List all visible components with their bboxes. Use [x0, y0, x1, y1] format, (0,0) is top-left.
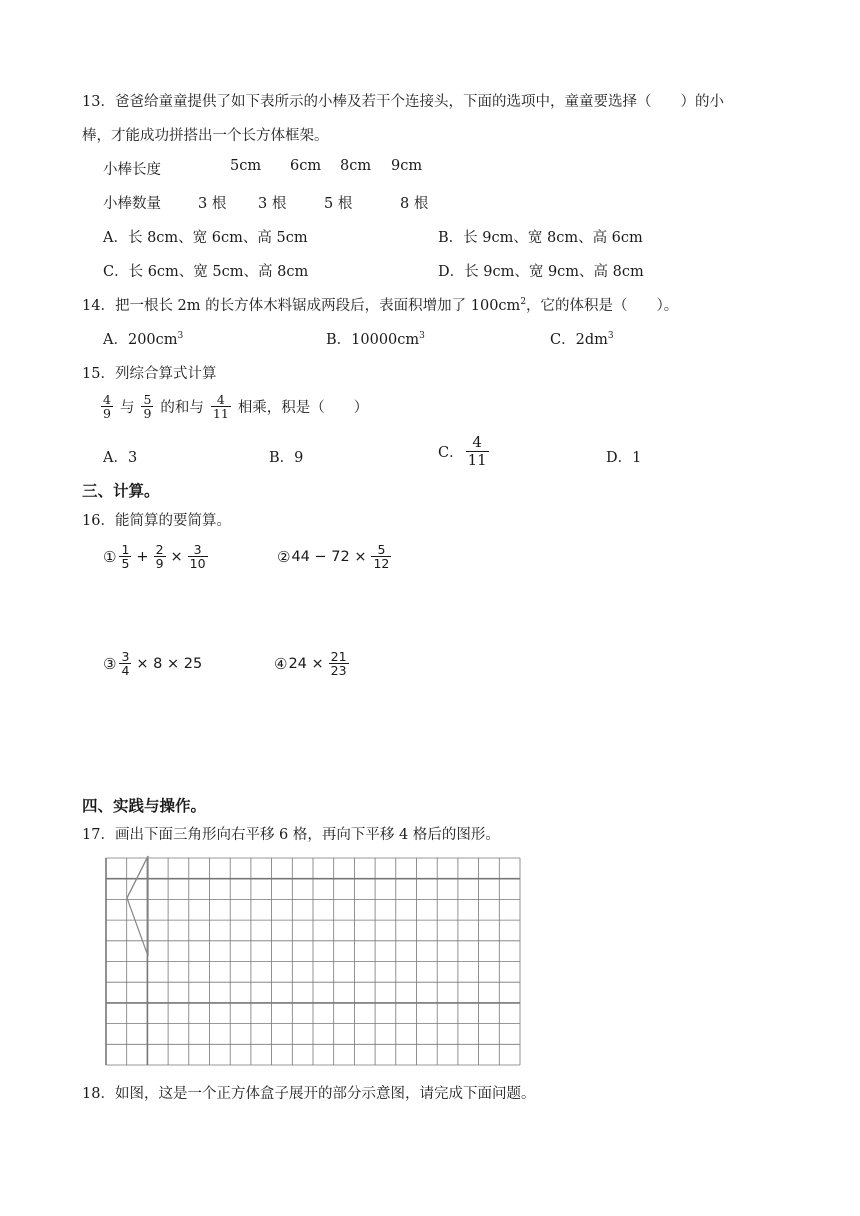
q17-title: 17．画出下面三角形向右平移 6 格，再向下平移 4 格后的图形。 — [82, 827, 500, 843]
q13-option-b[interactable]: B．长 9cm、宽 8cm、高 6cm — [438, 230, 643, 246]
triangle-side — [127, 856, 148, 898]
fraction: $\frac{5}{9}$ — [143, 392, 152, 421]
q13-line1: 13．爸爸给童童提供了如下表所示的小棒及若干个连接头，下面的选项中，童童要选择（ ）的小 — [82, 94, 724, 110]
grid-lines — [106, 858, 520, 1065]
section-3-heading: 三、计算。 — [82, 482, 160, 500]
q15-title: 15．列综合算式计算 — [82, 366, 217, 382]
fraction: $\frac{3}{4}$ — [121, 649, 130, 678]
grid-figure[interactable] — [100, 852, 524, 1068]
table-count-4: 8 根 — [400, 196, 429, 212]
fraction: $\frac{4}{9}$ — [103, 392, 111, 421]
fraction: $\frac{4}{11}$ — [467, 433, 487, 469]
q13-option-a[interactable]: A．长 8cm、宽 6cm、高 5cm — [103, 230, 308, 246]
q14-text: 14．把一根长 2m 的长方体木料锯成两段后，表面积增加了 $100cm^2$，它的体积是（ ）。 — [82, 297, 679, 314]
fraction: $\frac{5}{12}$ — [373, 542, 390, 571]
table-row2-label: 小棒数量 — [103, 196, 161, 212]
q18-title: 18．如图，这是一个正方体盒子展开的部分示意图，请完成下面问题。 — [82, 1086, 536, 1102]
section-4-heading: 四、实践与操作。 — [82, 797, 207, 815]
fraction: $\frac{4}{11}$ — [212, 392, 229, 421]
q15-option-b[interactable]: B．9 — [269, 450, 304, 466]
expression-2: ② 44 − 72 × $\frac{5}{12}$ — [277, 542, 390, 571]
q15-option-c[interactable]: C． $\frac{4}{11}$ — [438, 433, 487, 469]
fraction: $\frac{1}{5}$ — [121, 542, 130, 571]
q14-option-a[interactable]: A．$200cm^3$ — [103, 331, 184, 348]
fraction: $\frac{2}{9}$ — [155, 542, 164, 571]
q14-option-c[interactable]: C．$2dm^3$ — [550, 331, 614, 348]
table-count-3: 5 根 — [324, 196, 353, 212]
table-row1-label: 小棒长度 — [103, 162, 161, 178]
q15-prompt: $\frac{4}{9}$ 与 $\frac{5}{9}$ 的和与 $\frac{4}{11}$ 相乘，积是（ ） — [103, 392, 369, 421]
table-length-4: 9cm — [391, 158, 423, 174]
table-length-2: 6cm — [290, 158, 322, 174]
table-length-3: 8cm — [340, 158, 372, 174]
q15-option-a[interactable]: A．3 — [103, 450, 138, 466]
table-count-1: 3 根 — [198, 196, 227, 212]
fraction: $\frac{21}{23}$ — [330, 649, 347, 678]
table-length-1: 5cm — [230, 158, 262, 174]
q14-option-b[interactable]: B．$10000cm^3$ — [326, 331, 425, 348]
q13-option-d[interactable]: D．长 9cm、宽 9cm、高 8cm — [438, 264, 644, 280]
fraction: $\frac{3}{10}$ — [189, 542, 206, 571]
expression-3: ③ $\frac{3}{4}$ × 8 × 25 — [103, 649, 203, 678]
q16-title: 16．能简算的要简算。 — [82, 513, 231, 529]
expression-1: ① $\frac{1}{5}$ + $\frac{2}{9}$ × $\frac{3}{10}$ — [103, 542, 206, 571]
q15-option-d[interactable]: D．1 — [606, 450, 642, 466]
table-count-2: 3 根 — [258, 196, 287, 212]
expression-4: ④ 24 × $\frac{21}{23}$ — [274, 649, 347, 678]
q13-line2: 棒，才能成功拼搭出一个长方体框架。 — [82, 128, 329, 144]
q13-option-c[interactable]: C．长 6cm、宽 5cm、高 8cm — [103, 264, 309, 280]
